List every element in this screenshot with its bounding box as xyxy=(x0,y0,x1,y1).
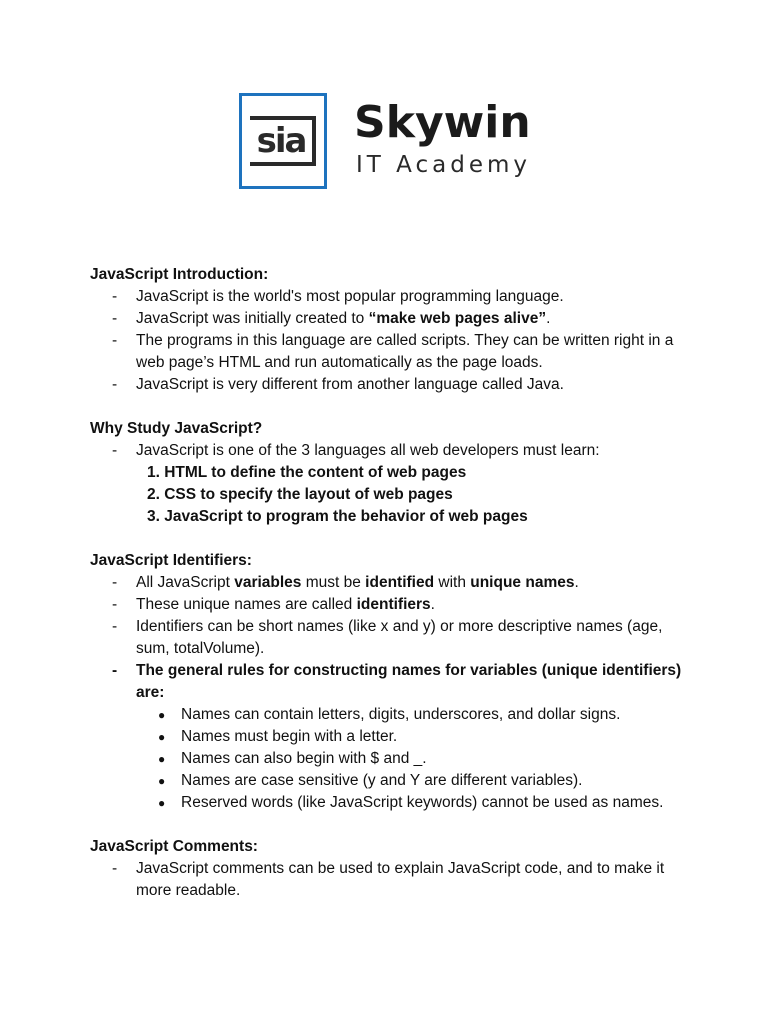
section-heading: JavaScript Introduction: xyxy=(90,266,269,283)
logo-mark: sia xyxy=(250,116,316,166)
list-item: - Identifiers can be short names (like x and y) or more descriptive names (age, sum, totalVolume). xyxy=(90,616,690,660)
logo-box xyxy=(239,93,327,189)
list-item: - JavaScript comments can be used to explain JavaScript code, and to make it more readable. xyxy=(90,858,690,902)
text: These unique names are called xyxy=(136,596,357,613)
text: with xyxy=(434,574,471,591)
bold-text: identified xyxy=(365,574,435,591)
list-item: - JavaScript is one of the 3 languages all web developers must learn: xyxy=(90,440,690,462)
list-item xyxy=(90,308,690,330)
bold-text: “make web pages alive” xyxy=(368,310,547,327)
section-identifiers xyxy=(90,550,690,814)
list-item xyxy=(90,572,690,594)
text: JavaScript was initially created to xyxy=(136,310,369,327)
text: . xyxy=(546,310,551,327)
bold-text: unique names xyxy=(470,574,575,591)
numbered-item: 2. CSS to specify the layout of web pages xyxy=(147,486,453,503)
numbered-item: 1. HTML to define the content of web pages xyxy=(147,464,467,481)
bold-text: variables xyxy=(234,574,302,591)
section-intro xyxy=(90,264,690,396)
list-item xyxy=(90,594,690,616)
text: must be xyxy=(301,574,366,591)
section-why xyxy=(90,418,690,528)
section-comments xyxy=(90,836,690,902)
section-heading: Why Study JavaScript? xyxy=(90,420,263,437)
logo-subtitle: IT Academy xyxy=(356,152,531,178)
text: . xyxy=(430,596,435,613)
bullet-item: ● Names must begin with a letter. xyxy=(90,726,690,748)
numbered-item: 3. JavaScript to program the behavior of web pages xyxy=(147,508,528,525)
section-heading: JavaScript Identifiers: xyxy=(90,552,252,569)
list-item: - JavaScript is the world's most popular programming language. xyxy=(90,286,690,308)
logo-name: Skywin xyxy=(354,97,531,148)
logo xyxy=(239,93,539,195)
bullet-item: ● Names can contain letters, digits, underscores, and dollar signs. xyxy=(90,704,690,726)
document-body xyxy=(90,264,690,924)
bullet-item: ● Reserved words (like JavaScript keywords) cannot be used as names. xyxy=(90,792,690,814)
text: . xyxy=(574,574,579,591)
bullet-item: ● Names are case sensitive (y and Y are different variables). xyxy=(90,770,690,792)
section-heading: JavaScript Comments: xyxy=(90,838,258,855)
bullet-item: ● Names can also begin with $ and _. xyxy=(90,748,690,770)
list-item: - The programs in this language are called scripts. They can be written right in a web page’s HTML and run automatically as the page loads. xyxy=(90,330,690,374)
list-item: - The general rules for constructing names for variables (unique identifiers) are: xyxy=(90,660,690,704)
list-item: - JavaScript is very different from another language called Java. xyxy=(90,374,690,396)
text: All JavaScript xyxy=(136,574,235,591)
bold-text: identifiers xyxy=(356,596,431,613)
